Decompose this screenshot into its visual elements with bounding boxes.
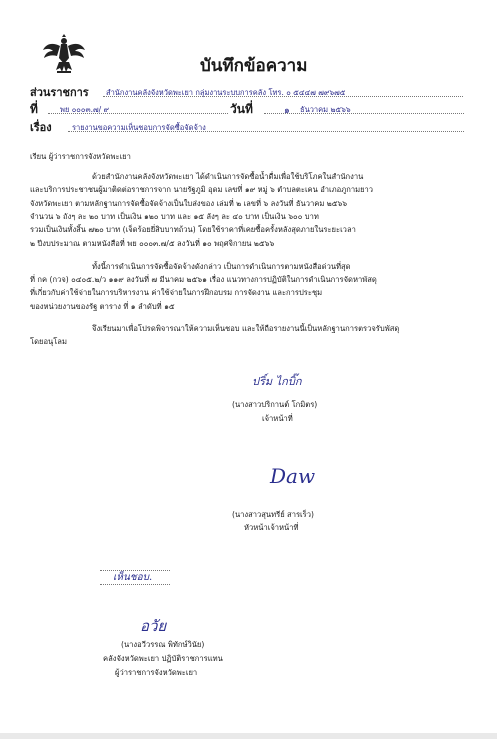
paragraph-line: ทั้งนี้การดำเนินการจัดซื้อจัดจ้างดังกล่าว เป็นการดำเนินการตามหนังสือด่วนที่สุด [92, 262, 351, 271]
paragraph-line: และบริการประชาชนผู้มาติดต่อราชการจาก นายรัฐภูมิ อุดม เลขที่ ๑๙ หมู่ ๖ ตำบลตะเคน อำเภอภูกามยาว [30, 185, 374, 194]
ref-value: พย ๐๐๐๓.๗/ ๙ [60, 105, 110, 114]
paragraph-line: จำนวน ๖ ถังๆ ละ ๒๐ บาท เป็นเงิน ๑๒๐ บาท และ ๑๕ ลังๆ ละ ๔๐ บาท เป็นเงิน ๖๐๐ บาท [30, 212, 319, 221]
paragraph-line: ๒ ปีงบประมาณ ตามหนังสือที่ พย ๐๐๐๓.๗/๕ ลงวันที่ ๑๐ พฤศจิกายน ๒๕๖๖ [30, 239, 275, 248]
date-value: ธันวาคม ๒๕๖๖ [300, 105, 351, 114]
approval-note: เห็นชอบ. [113, 572, 153, 583]
paragraph-line: ที่เกี่ยวกับค่าใช้จ่ายในการบริหารงาน ค่าใช้จ่ายในการฝึกอบรม การจัดงาน และการประชุม [30, 288, 323, 297]
signer-1-name: (นางสาวปริกานต์ โกมิตร) [232, 400, 318, 409]
paragraph-line: รวมเป็นเงินทั้งสิ้น ๗๒๐ บาท (เจ็ดร้อยยี่สิบบาทถ้วน) โดยใช้ราคาที่เคยซื้อครั้งหลังสุดภายในระยะเวลา [30, 225, 356, 234]
paragraph-line: โดยอนุโลม [30, 337, 67, 346]
paragraph-line: ที่ กค (กวจ) ๐๔๐๕.๒/ว ๑๑๙ ลงวันที่ ๗ มีนาคม ๒๕๖๑ เรื่อง แนวทางการปฏิบัติในการดำเนินการจัดหาพัสดุ [30, 275, 377, 284]
paragraph-line: จึงเรียนมาเพื่อโปรดพิจารณาให้ความเห็นชอบ และให้ถือรายงานนี้เป็นหลักฐานการตรวจรับพัสดุ [92, 324, 400, 333]
signature-3-scribble: อวัย [140, 617, 167, 635]
signer-3-position-2: ผู้ว่าราชการจังหวัดพะเยา [115, 668, 198, 677]
signer-1-position: เจ้าหน้าที่ [262, 414, 293, 423]
paragraph-line: ด้วยสำนักงานคลังจังหวัดพะเยา ได้ดำเนินการจัดซื้อน้ำดื่มเพื่อใช้บริโภคในสำนักงาน [92, 172, 364, 181]
memo-title: บันทึกข้อความ [200, 56, 308, 76]
agency-value: สำนักงานคลังจังหวัดพะเยา กลุ่มงานระบบการคลัง โทร. ๐ ๕๔๔๗ ๗๙๖๗๕ [106, 88, 346, 97]
date-dotline [264, 113, 464, 114]
paragraph-line: จังหวัดพะเยา ตามหลักฐานการจัดซื้อจัดจ้างเป็นใบส่งของ เล่มที่ ๒ เลขที่ ๖ ลงวันที่ ธันวาคม ๒๕๖๖ [30, 199, 348, 208]
approval-dotline-2 [100, 584, 170, 585]
subject-label: เรื่อง [30, 121, 52, 134]
signer-3-position: คลังจังหวัดพะเยา ปฏิบัติราชการแทน [103, 654, 223, 663]
signature-2-scribble: Daw [270, 464, 316, 488]
date-day: ๑ [284, 106, 290, 116]
signer-2-name: (นางสาวสุนทรีย์ สารเร็ว) [232, 510, 314, 519]
date-label: วันที่ [230, 102, 253, 116]
ref-label: ที่ [30, 102, 38, 116]
signature-1-scribble: ปริ์ม ไกบิ๊ก [252, 375, 302, 388]
subject-value: รายงานขอความเห็นชอบการจัดซื้อจัดจ้าง [72, 123, 206, 132]
page-bottom-edge [0, 733, 497, 739]
agency-label: ส่วนราชการ [30, 86, 89, 99]
signer-3-name: (นางอวีวรรณ พิทักษ์วินัย) [121, 640, 205, 649]
garuda-emblem-icon [42, 34, 86, 74]
paragraph-line: ของหน่วยงานของรัฐ ตาราง ที่ ๑ ลำดับที่ ๑๕ [30, 302, 175, 311]
signer-2-position: หัวหน้าเจ้าหน้าที่ [244, 523, 299, 532]
salutation: เรียน ผู้ว่าราชการจังหวัดพะเยา [30, 152, 131, 161]
